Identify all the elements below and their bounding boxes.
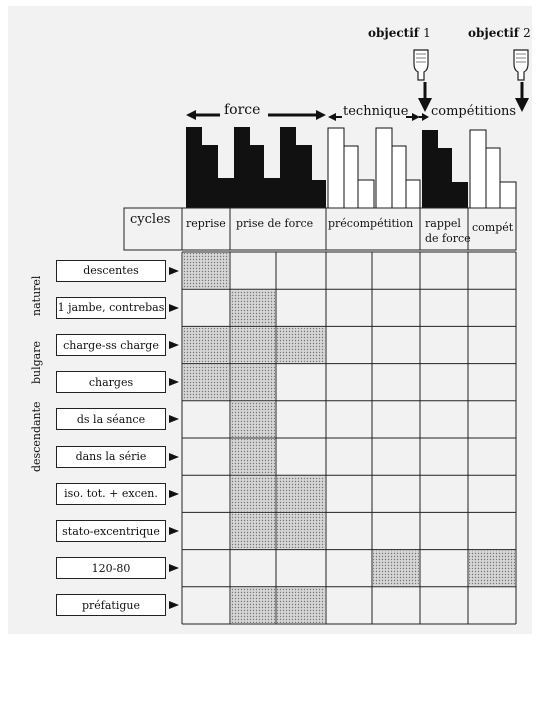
column-rappel-line1: rappel — [425, 217, 461, 230]
competitions-intensity-bars — [470, 130, 516, 208]
row-arrow-icon — [169, 303, 179, 313]
cycle-grid — [182, 252, 516, 624]
technique-phase-arrow — [328, 113, 420, 121]
group-naturel-label: naturel — [30, 275, 43, 316]
shaded-cell — [231, 588, 275, 623]
objective-1-number: 1 — [423, 26, 431, 40]
column-precompetition: précompétition — [328, 217, 414, 230]
phase-technique-label: technique — [343, 104, 409, 119]
force-phase-arrow — [186, 110, 326, 120]
shaded-cell — [373, 551, 419, 586]
column-prise-de-force: prise de force — [236, 217, 314, 230]
row-label: ds la séance — [56, 408, 166, 430]
row-arrow-icon — [169, 414, 179, 424]
cycles-header: cycles — [130, 212, 171, 227]
shaded-cell — [231, 402, 275, 437]
objective-2-word: objectif — [468, 26, 519, 40]
row-arrow-icon — [169, 452, 179, 462]
shaded-cell — [183, 365, 229, 400]
shaded-cell — [231, 439, 275, 474]
row-label: charge-ss charge — [56, 334, 166, 356]
phase-force-label: force — [224, 102, 261, 118]
competitions-intensity-block — [422, 130, 468, 208]
row-arrow-icon — [169, 377, 179, 387]
row-label: charges — [56, 371, 166, 393]
objective-1-arrow — [418, 82, 432, 112]
competitions-phase-arrow — [419, 113, 429, 121]
shaded-cell — [469, 551, 515, 586]
technique-intensity-bars — [328, 128, 420, 208]
force-intensity-blocks — [186, 127, 326, 208]
row-arrow-icon — [169, 526, 179, 536]
shaded-cell — [183, 327, 229, 362]
row-label: stato-excentrique — [56, 520, 166, 542]
row-arrow-icon — [169, 340, 179, 350]
row-label: 1 jambe, contrebas — [56, 297, 166, 319]
row-label: préfatigue — [56, 594, 166, 616]
shaded-cell — [277, 327, 325, 362]
phase-competitions-label: compétitions — [431, 104, 517, 119]
row-arrow-icon — [169, 489, 179, 499]
row-arrow-icon — [169, 563, 179, 573]
shaded-cell — [231, 513, 275, 548]
row-arrow-icon — [169, 266, 179, 276]
shaded-cell — [231, 476, 275, 511]
column-compet: compét — [472, 221, 514, 234]
group-descendante-label: descendante — [30, 401, 43, 472]
row-arrow-icon — [169, 600, 179, 610]
column-reprise: reprise — [186, 217, 226, 230]
row-label: 120-80 — [56, 557, 166, 579]
row-label: iso. tot. + excen. — [56, 483, 166, 505]
shaded-cell — [277, 513, 325, 548]
shaded-cell — [277, 588, 325, 623]
shaded-cell — [231, 327, 275, 362]
objective-1-word: objectif — [368, 26, 419, 40]
row-label: dans la série — [56, 446, 166, 468]
shaded-cell — [231, 290, 275, 325]
shaded-cell — [277, 476, 325, 511]
group-bulgare-label: bulgare — [30, 340, 43, 384]
shaded-cell — [231, 365, 275, 400]
objective-2-arrow — [515, 82, 529, 112]
row-label: descentes — [56, 260, 166, 282]
column-rappel-line2: de force — [425, 232, 471, 245]
objective-2-number: 2 — [523, 26, 531, 40]
shaded-cell — [183, 253, 229, 288]
